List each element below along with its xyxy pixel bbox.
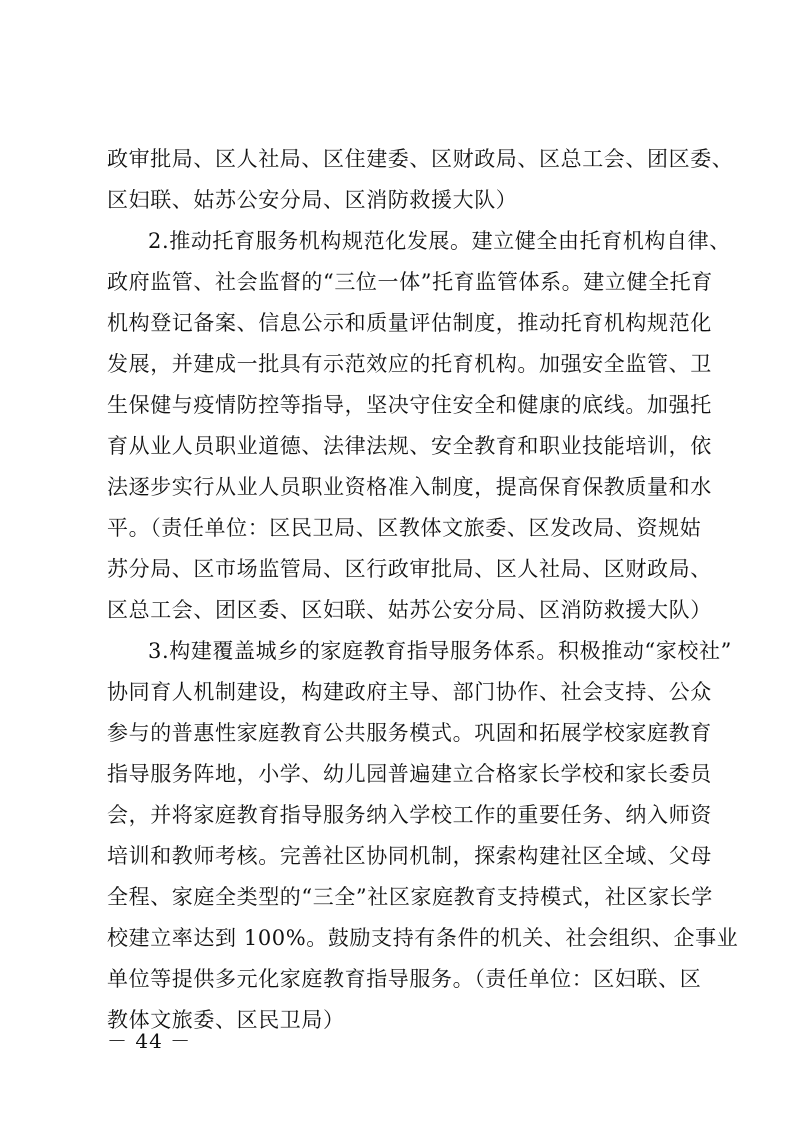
text-line-5: 机构登记备案、信息公示和质量评估制度，推动托育机构规范化: [107, 311, 712, 335]
text-line-21: 单位等提供多元化家庭教育指导服务。（责任单位：区妇联、区: [107, 967, 702, 991]
text-line-17: 会，并将家庭教育指导服务纳入学校工作的重要任务、纳入师资: [107, 803, 712, 827]
text-line-22: 教体文旅委、区民卫局）: [107, 1008, 345, 1032]
text-line-14: 协同育人机制建设，构建政府主导、部门协作、社会支持、公众: [107, 680, 712, 704]
text-line-10: 平。（责任单位：区民卫局、区教体文旅委、区发改局、资规姑: [107, 516, 702, 540]
text-line-15: 参与的普惠性家庭教育公共服务模式。巩固和拓展学校家庭教育: [107, 721, 712, 745]
page-number: － 44 －: [107, 1029, 192, 1053]
text-line-9: 法逐步实行从业人员职业资格准入制度，提高保育保教质量和水: [107, 475, 712, 499]
text-line-18: 培训和教师考核。完善社区协同机制，探索构建社区全域、父母: [107, 844, 712, 868]
text-line-8: 育从业人员职业道德、法律法规、安全教育和职业技能培训，依: [107, 434, 712, 458]
text-line-4: 政府监管、社会监督的“三位一体”托育监管体系。建立健全托育: [107, 270, 713, 294]
text-line-2: 区妇联、姑苏公安分局、区消防救援大队）: [107, 188, 518, 212]
text-line-7: 生保健与疫情防控等指导，坚决守住安全和健康的底线。加强托: [107, 393, 712, 417]
text-line-16: 指导服务阵地，小学、幼儿园普遍建立合格家长学校和家长委员: [107, 762, 712, 786]
text-line-12: 区总工会、团区委、区妇联、姑苏公安分局、区消防救援大队）: [107, 598, 712, 622]
text-line-19: 全程、家庭全类型的“三全”社区家庭教育支持模式，社区家长学: [107, 885, 713, 909]
item-2-heading-line: 2.推动托育服务机构规范化发展。建立健全由托育机构自律、: [148, 229, 731, 253]
text-line-20: 校建立率达到 100%。鼓励支持有条件的机关、社会组织、企事业: [107, 926, 739, 950]
text-line-1: 政审批局、区人社局、区住建委、区财政局、区总工会、团区委、: [107, 147, 734, 171]
item-3-heading-line: 3.构建覆盖城乡的家庭教育指导服务体系。积极推动“家校社”: [148, 639, 732, 663]
text-line-6: 发展，并建成一批具有示范效应的托育机构。加强安全监管、卫: [107, 352, 712, 376]
text-line-11: 苏分局、区市场监管局、区行政审批局、区人社局、区财政局、: [107, 557, 712, 581]
